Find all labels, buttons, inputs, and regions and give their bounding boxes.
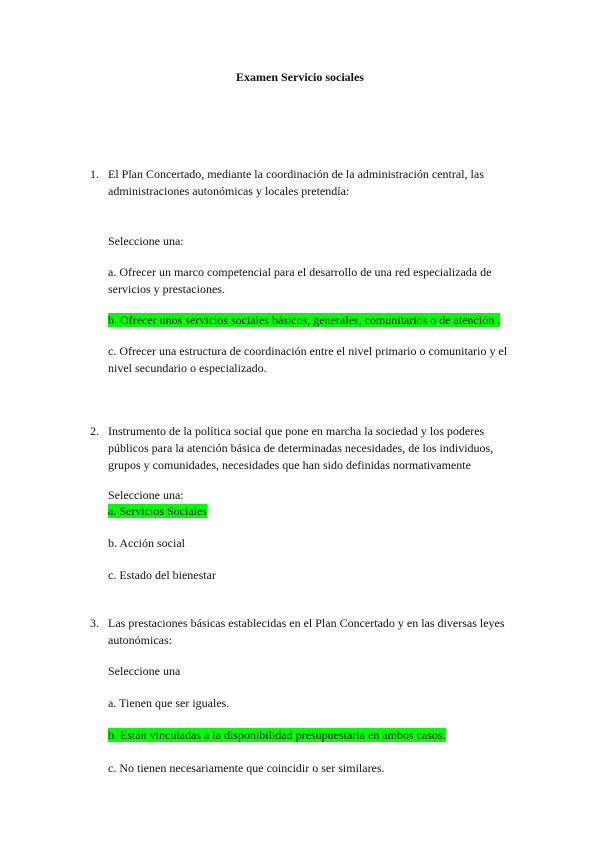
- question-1-option-a[interactable]: a. Ofrecer un marco competencial para el desarrollo de una red especializada de servicios y prestaciones.: [108, 265, 492, 296]
- selected-answer-highlight: b. Están vinculadas a la disponibilidad presupuestaria en ambos casos.: [108, 728, 446, 742]
- question-2-option-c[interactable]: c. Estado del bienestar: [108, 568, 216, 582]
- question-2: [90, 423, 520, 474]
- question-3-option-c[interactable]: c. No tienen necesariamente que coincidir o ser similares.: [108, 761, 385, 775]
- question-number: 3.: [90, 616, 99, 630]
- page-title: Examen Servicio sociales: [236, 70, 364, 84]
- question-3: [90, 615, 520, 649]
- question-text: Instrumento de la política social que pone en marcha la sociedad y los poderes públicos para la atención básica de determinadas necesidades, de los individuos, grupos y comunidades, necesidades que han sido definidas normativamente: [108, 424, 494, 472]
- question-1-option-b[interactable]: [108, 312, 528, 329]
- question-2-option-b[interactable]: b. Acción social: [108, 536, 185, 550]
- selected-answer-highlight: a. Servicios Sociales: [108, 504, 207, 518]
- question-text: Las prestaciones básicas establecidas en el Plan Concertado y en las diversas leyes autonómicas:: [108, 616, 505, 647]
- question-2-option-a[interactable]: [108, 503, 528, 520]
- question-text: El Plan Concertado, mediante la coordinación de la administración central, las administraciones autonómicas y locales pretendía:: [108, 167, 484, 198]
- question-3-option-a[interactable]: a. Tienen que ser iguales.: [108, 696, 230, 710]
- question-number: 2.: [90, 424, 99, 438]
- question-1-prompt: Seleccione una:: [108, 234, 184, 248]
- question-number: 1.: [90, 167, 99, 181]
- question-2-prompt: Seleccione una:: [108, 488, 184, 502]
- selected-answer-highlight: b. Ofrecer unos servicios sociales básicos, generales, comunitarios o de atención .: [108, 313, 501, 327]
- question-1-option-c[interactable]: c. Ofrecer una estructura de coordinación entre el nivel primario o comunitario y el nivel secundario o especializado.: [108, 344, 508, 375]
- question-3-option-b[interactable]: [108, 727, 528, 744]
- question-1: [90, 166, 520, 200]
- question-3-prompt: Seleccione una: [108, 664, 181, 678]
